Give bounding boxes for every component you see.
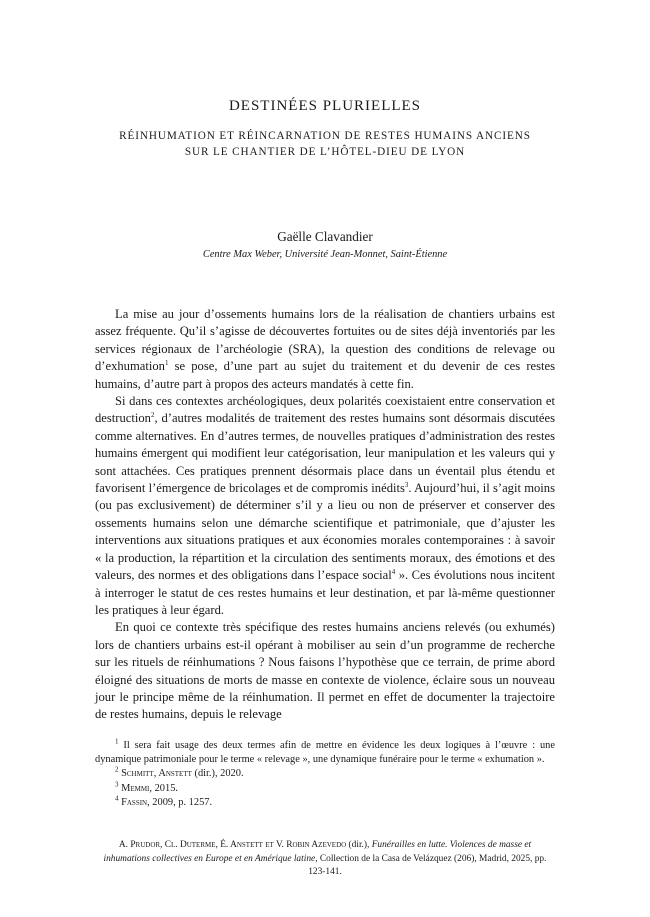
subtitle-line-2: SUR LE CHANTIER DE L’HÔTEL-DIEU DE LYON [184, 146, 466, 158]
footnote-4: $^4$ Fassin, 2009, p. 1257. [115, 794, 213, 809]
footnote-ref-2[interactable]: 2 [150, 411, 155, 420]
subtitle-line-1: RÉINHUMATION ET RÉINCARNATION DE RESTES HUMAINS ANCIENS [119, 130, 531, 142]
paragraph-3: En quoi ce contexte très spécifique des restes humains anciens relevés (ou exhumés) lors de chantiers urbains est-il opérant à mobiliser au sein d’un programme de recherche sur les rituels de réinhumations ? Nous faisons l’hypothèse que ce terrain, de prime abord éloigné des situations de morts de masse en contexte de violence, éclaire sous un nouveau jour le principe même de la réinhumation. Il permet en effet de documenter la trajectoire de restes humains, depuis le relevage [95, 620, 555, 722]
footnote-2: $^2$ Schmitt, Anstett (dir.), 2020. [115, 765, 244, 780]
paragraph-1: La mise au jour d’ossements humains lors de la réalisation de chantiers urbains est assez fréquente. Qu’il s’agisse de découvertes fortuites ou de sites déjà inventoriés par les services régionaux de l’archéologie (SRA), la question des conditions de relevage ou d’exhumation$^1$ se pose, d’une part au sujet du traitement et du devenir de ces restes humains, d’autre part à propos des acteurs mandatés à cette fin. [95, 307, 555, 391]
chapter-subtitle [0, 128, 650, 160]
body-text [95, 306, 555, 724]
paragraph-2: Si dans ces contextes archéologiques, deux polarités coexistaient entre conservation et destruction$^2$, d’autres modalités de traitement des restes humains sont désormais discutées comme alternatives. En d’autres termes, de nouvelles pratiques d’administration des restes humains émergent qui modifient leur catégorisation, leur manipulation et les valeurs qui y sont attachées. Ces pratiques prennent désormais place dans un éventail plus étendu et favorisent l’émergence de bricolages et de compromis inédits$^3$. Aujourd’hui, il s’agit moins (ou pas exclusivement) de déterminer s’il y a lieu ou non de préserver et conserver des ossements humains selon une démarche scientifique et patrimoniale, que d’ajuster les interventions aux situations pratiques et aux économies morales contemporaines : à savoir « la production, la répartition et la circulation des sentiments moraux, des émotions et des valeurs, des normes et des obligations dans l’espace social$^4$ ». Ces évolutions nous incitent à interroger le statut de ces restes humains et leur destination, et par là-même questionner les pratiques à leur égard. [95, 394, 555, 617]
author-name: Gaëlle Clavandier [277, 229, 373, 244]
publication-reference: A. Prudor, Cl. Duterme, É. Anstett et V. Robin Azevedo (dir.), Funérailles en lutte. Violences de masse et inhumations collectives en Europe et en Amérique latine, Collection de la Casa de Velázquez (206), Madrid, 2025, pp. 123-141. [103, 840, 547, 878]
chapter-title: DESTINÉES PLURIELLES [228, 98, 422, 114]
footnote-3: $^3$ Memmi, 2015. [115, 780, 178, 794]
footnote-ref-3[interactable]: 3 [404, 480, 409, 489]
footnote-ref-1[interactable]: 1 [164, 359, 169, 368]
footnote-1: $^1$ Il sera fait usage des deux termes afin de mettre en évidence les deux logiques à l’œuvre : une dynamique patrimoniale pour le terme « relevage », une dynamique funéraire pour le terme « exhumation ». [95, 737, 555, 765]
footnotes [95, 739, 555, 811]
book-title: Funérailles en lutte. Violences de masse et inhumations collectives en Europe et en Amérique latine [103, 840, 532, 864]
author-affiliation: Centre Max Weber, Université Jean-Monnet, Saint-Étienne [202, 249, 448, 260]
footnote-ref-4[interactable]: 4 [391, 567, 396, 576]
